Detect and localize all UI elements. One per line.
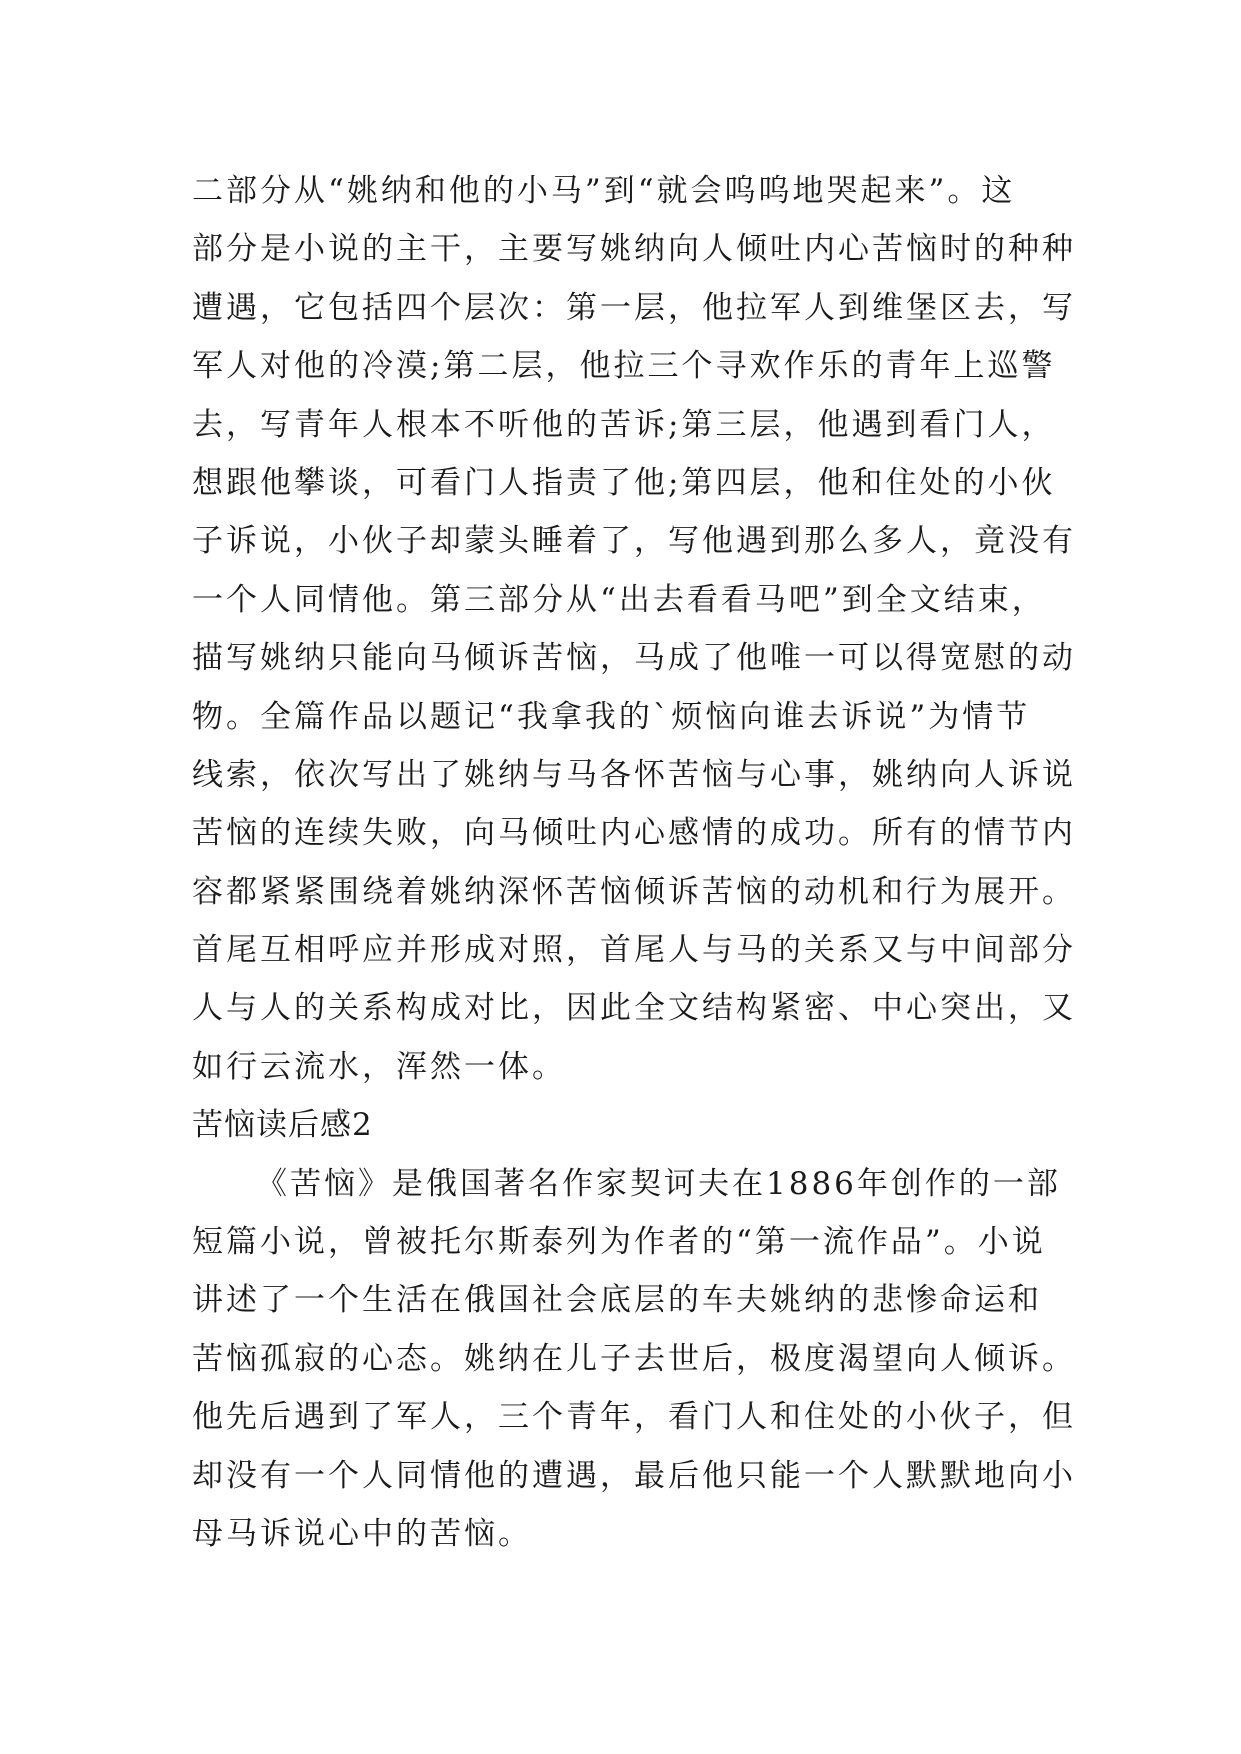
text-line: 人与人的关系构成对比，因此全文结构紧密、中心突出，又 [192,990,1076,1027]
text-line: 线索，依次写出了姚纳与马各怀苦恼与心事，姚纳向人诉说 [192,756,1076,793]
text-line: 描写姚纳只能向马倾诉苦恼，马成了他唯一可以得宽慰的动 [192,640,1076,677]
text-line: 想跟他攀谈，可看门人指责了他;第四层，他和住处的小伙 [192,464,1056,501]
document-body [192,162,1076,1563]
text-line: 部分是小说的主干，主要写姚纳向人倾吐内心苦恼时的种种 [192,231,1076,268]
paragraph-essay-2 [192,1155,1076,1564]
paragraph-continuation [192,162,1076,1096]
text-line: 母马诉说心中的苦恼。 [192,1515,532,1552]
text-line: 子诉说，小伙子却蒙头睡着了，写他遇到那么多人，竟没有 [192,523,1076,560]
section-heading: 苦恼读后感2 [192,1107,373,1144]
text-line: 却没有一个人同情他的遭遇，最后他只能一个人默默地向小 [192,1457,1076,1494]
text-line: 短篇小说，曾被托尔斯泰列为作者的“第一流作品”。小说 [192,1224,1046,1261]
text-line: 如行云流水，浑然一体。 [192,1048,566,1085]
text-line: 军人对他的冷漠;第二层，他拉三个寻欢作乐的青年上巡警 [192,348,1056,385]
text-line: 《苦恼》是俄国著名作家契诃夫在1886年创作的一部 [256,1165,1061,1202]
text-line: 遭遇，它包括四个层次：第一层，他拉军人到维堡区去，写 [192,289,1076,326]
text-line: 去，写青年人根本不听他的苦诉;第三层，他遇到看门人， [192,406,1056,443]
text-line: 讲述了一个生活在俄国社会底层的车夫姚纳的悲惨命运和 [192,1282,1042,1319]
text-line: 一个人同情他。第三部分从“出去看看马吧”到全文结束， [192,581,1046,618]
text-line: 二部分从“姚纳和他的小马”到“就会呜呜地哭起来”。这 [192,173,1016,209]
text-line: 他先后遇到了军人，三个青年，看门人和住处的小伙子，但 [192,1399,1076,1436]
text-line: 物。全篇作品以题记“我拿我的`烦恼向谁去诉说”为情节 [192,698,1031,735]
text-line: 首尾互相呼应并形成对照，首尾人与马的关系又与中间部分 [192,932,1076,969]
text-line: 苦恼孤寂的心态。姚纳在儿子去世后，极度渴望向人倾诉。 [192,1340,1076,1377]
text-line: 苦恼的连续失败，向马倾吐内心感情的成功。所有的情节内 [192,815,1076,852]
text-line: 容都紧紧围绕着姚纳深怀苦恼倾诉苦恼的动机和行为展开。 [192,873,1076,910]
